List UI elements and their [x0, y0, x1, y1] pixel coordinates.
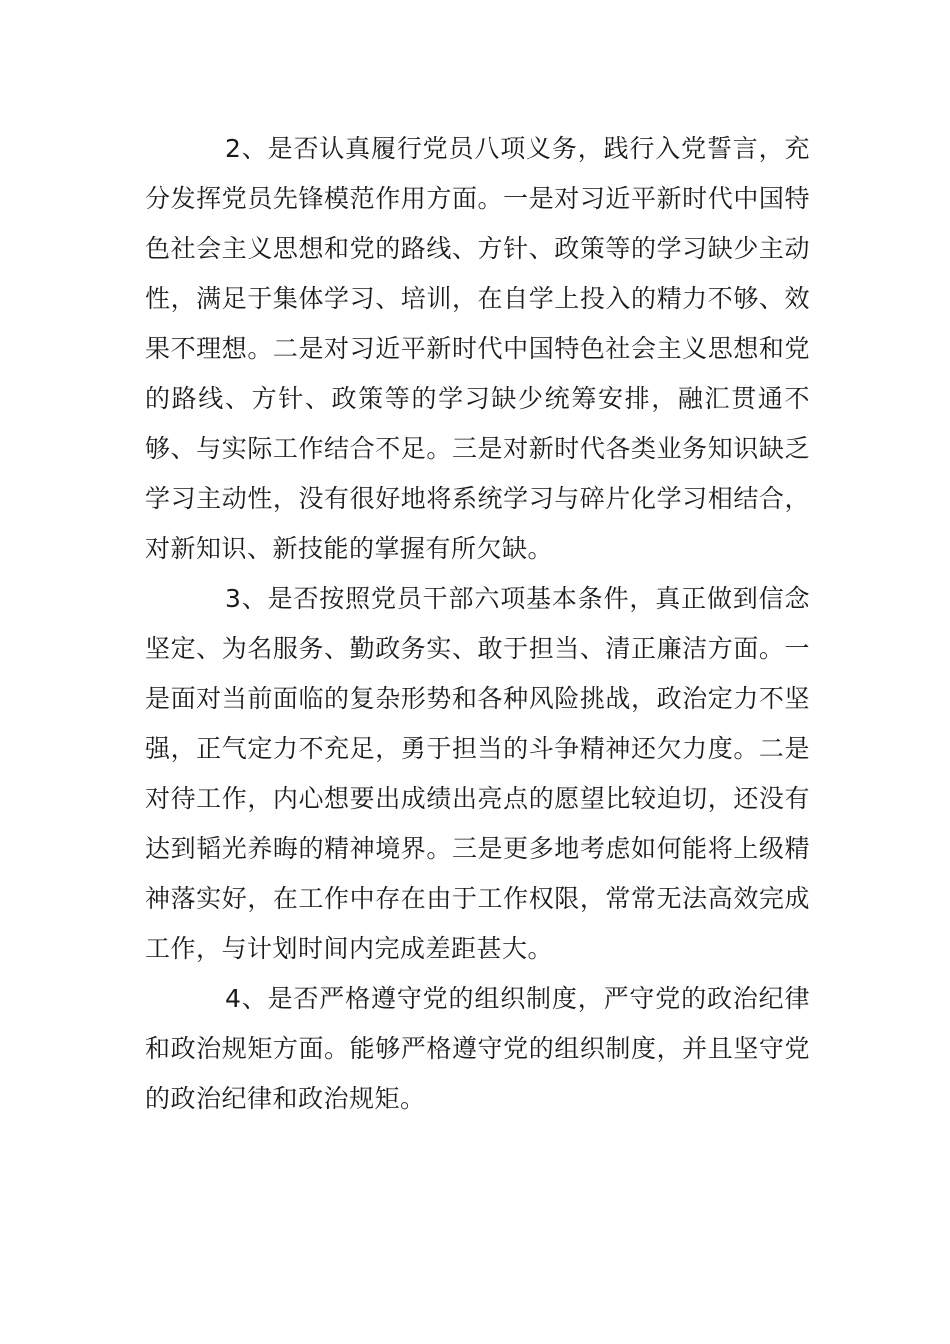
paragraph-item-2: 2、是否认真履行党员八项义务，践行入党誓言，充分发挥党员先锋模范作用方面。一是对习近平新时代中国特色社会主义思想和党的路线、方针、政策等的学习缺少主动性，满足于集体学习、培训，在自学上投入的精力不够、效果不理想。二是对习近平新时代中国特色社会主义思想和党的路线、方针、政策等的学习缺少统筹安排，融汇贯通不够、与实际工作结合不足。三是对新时代各类业务知识缺乏学习主动性，没有很好地将系统学习与碎片化学习相结合，对新知识、新技能的掌握有所欠缺。	[145, 134, 810, 563]
paragraph-item-3: 3、是否按照党员干部六项基本条件，真正做到信念坚定、为名服务、勤政务实、敢于担当、清正廉洁方面。一是面对当前面临的复杂形势和各种风险挑战，政治定力不坚强，正气定力不充足，勇于担当的斗争精神还欠力度。二是对待工作，内心想要出成绩出亮点的愿望比较迫切，还没有达到韬光养晦的精神境界。三是更多地考虑如何能将上级精神落实好，在工作中存在由于工作权限，常常无法高效完成工作，与计划时间内完成差距甚大。	[145, 584, 810, 963]
paragraph-item-4: 4、是否严格遵守党的组织制度，严守党的政治纪律和政治规矩方面。能够严格遵守党的组织制度，并且坚守党的政治纪律和政治规矩。	[145, 984, 810, 1113]
document-body	[145, 124, 810, 1124]
